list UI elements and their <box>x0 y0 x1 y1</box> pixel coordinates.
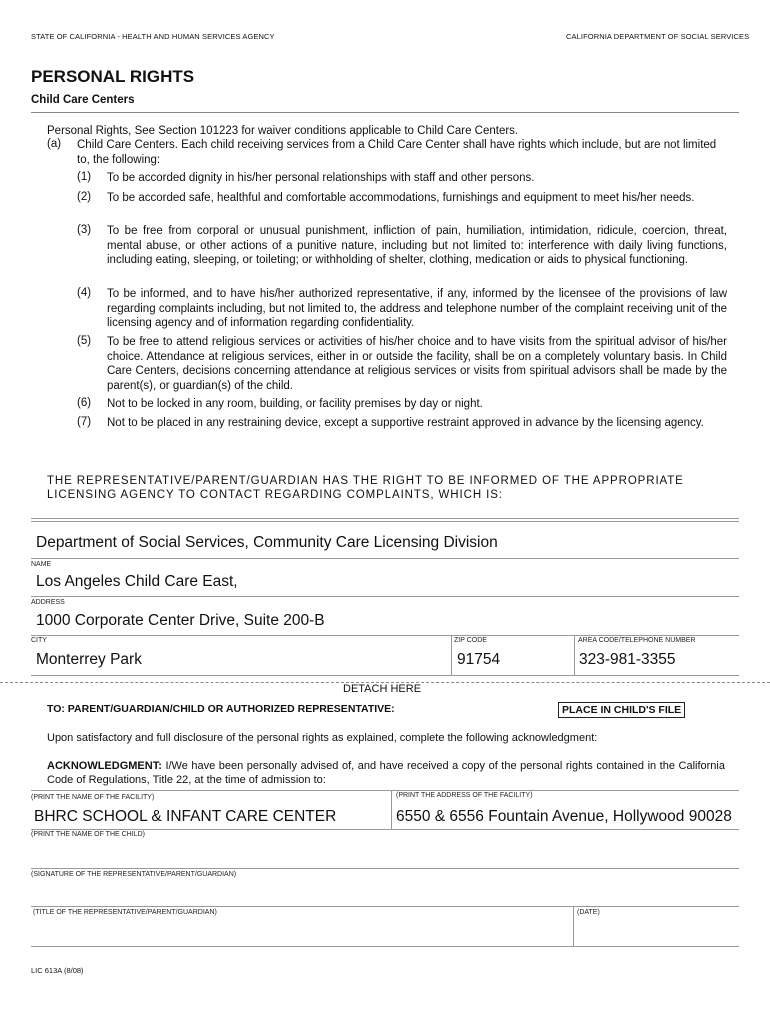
zip-phone-divider <box>574 635 575 675</box>
agency-name-value[interactable]: Los Angeles Child Care East, <box>36 573 238 590</box>
agency-header-left: STATE OF CALIFORNIA - HEALTH AND HUMAN SERVICES AGENCY <box>31 32 275 41</box>
right-1-num: (1) <box>77 171 92 183</box>
facility-name-label: (PRINT THE NAME OF THE FACILITY) <box>31 794 155 801</box>
address-label: ADDRESS <box>31 599 65 606</box>
right-7-text: Not to be placed in any restraining device, except a supportive restraint approved in advance by the licensing agency. <box>107 417 704 429</box>
place-in-file-box: PLACE IN CHILD'S FILE <box>558 702 685 718</box>
date-field[interactable] <box>576 918 738 945</box>
title-date-divider <box>573 906 574 946</box>
right-7-num: (7) <box>77 416 92 428</box>
child-name-label: (PRINT THE NAME OF THE CHILD) <box>31 831 145 838</box>
city-zip-divider <box>451 635 452 675</box>
signature-field[interactable] <box>31 880 739 906</box>
section-a-text: Child Care Centers. Each child receiving services from a Child Care Center shall have rights which include, but are not limited to, the following: <box>77 139 717 166</box>
zip-value[interactable]: 91754 <box>457 651 501 668</box>
signature-line <box>31 906 739 907</box>
name-line <box>31 596 739 597</box>
title-divider <box>31 112 739 113</box>
right-2-text: To be accorded safe, healthful and comfortable accommodations, furnishings and equipment to meet his/her needs. <box>107 192 695 204</box>
intro-text: Personal Rights, See Section 101223 for waiver conditions applicable to Child Care Centers. <box>47 125 519 137</box>
detach-label: DETACH HERE <box>343 683 422 695</box>
notice-divider-b <box>31 521 739 522</box>
right-2-num: (2) <box>77 191 92 203</box>
form-number: LIC 613A (8/08) <box>31 966 84 975</box>
to-line: TO: PARENT/GUARDIAN/CHILD OR AUTHORIZED REPRESENTATIVE: <box>47 703 395 715</box>
right-5-text: To be free to attend religious services or activities of his/her choice and to have visits from the spiritual advisor of his/her choice. Attendance at religious services, either in or outside the facility, shall be on a completely voluntary basis. In Child Care Centers, decisions concerning attendance at religious services or visits from spiritual advisors shall be made by the parent(s), or guardian(s) of the child. <box>107 336 727 392</box>
facility-bottom-line <box>31 829 739 830</box>
right-4-text: To be informed, and to have his/her authorized representative, if any, informed by the licensee of the provisions of law regarding complaints including, but not limited to, the address and telephone number of the complaint receiving unit of the licensing agency and of information regarding confidentiality. <box>107 288 727 329</box>
section-a-label: (a) <box>47 138 62 150</box>
complaint-notice: THE REPRESENTATIVE/PARENT/GUARDIAN HAS THE RIGHT TO BE INFORMED OF THE APPROPRIATE LICENSING AGENCY TO CONTACT REGARDING COMPLAINTS, WHICH IS: <box>47 475 684 501</box>
right-3-num: (3) <box>77 224 92 236</box>
agency-address-value[interactable]: 1000 Corporate Center Drive, Suite 200-B <box>36 612 325 629</box>
page-title: PERSONAL RIGHTS <box>31 67 195 86</box>
title-date-line <box>31 946 739 947</box>
agency-header-right: CALIFORNIA DEPARTMENT OF SOCIAL SERVICES <box>566 32 750 41</box>
zip-label: ZIP CODE <box>454 637 487 644</box>
title-field[interactable] <box>31 918 571 945</box>
agency-block-bottom <box>31 675 739 676</box>
phone-label: AREA CODE/TELEPHONE NUMBER <box>578 637 696 644</box>
ack-label: ACKNOWLEDGMENT: <box>47 760 162 772</box>
right-3-text: To be free from corporal or unusual punishment, infliction of pain, humiliation, intimidation, ridicule, coercion, threat, mental abuse, or other actions of a punitive nature, including but not limited to: interference with daily living functions, including eating, sleeping, or toileting; or withholding of shelter, clothing, medication or aids to physical functioning. <box>107 225 727 266</box>
child-name-field[interactable] <box>31 840 739 868</box>
name-label: NAME <box>31 561 52 568</box>
facility-top-line <box>31 790 739 791</box>
city-value[interactable]: Monterrey Park <box>36 651 142 668</box>
title-label: (TITLE OF THE REPRESENTATIVE/PARENT/GUARDIAN) <box>33 909 217 916</box>
child-name-line <box>31 868 739 869</box>
facility-name-value[interactable]: BHRC SCHOOL & INFANT CARE CENTER <box>34 808 337 825</box>
signature-label: (SIGNATURE OF THE REPRESENTATIVE/PARENT/GUARDIAN) <box>31 871 237 878</box>
facility-address-value[interactable]: 6550 & 6556 Fountain Avenue, Hollywood 90028 <box>396 808 732 825</box>
right-6-num: (6) <box>77 397 92 409</box>
city-label: CITY <box>31 637 47 644</box>
department-value[interactable]: Department of Social Services, Community Care Licensing Division <box>36 534 498 551</box>
right-5-num: (5) <box>77 335 92 347</box>
disclosure-text: Upon satisfactory and full disclosure of the personal rights as explained, complete the following acknowledgment: <box>47 732 598 744</box>
facility-divider <box>391 790 392 830</box>
phone-value[interactable]: 323-981-3355 <box>579 651 676 668</box>
department-line <box>31 558 739 559</box>
page-subtitle: Child Care Centers <box>31 94 135 106</box>
right-6-text: Not to be locked in any room, building, or facility premises by day or night. <box>107 398 483 410</box>
facility-address-label: (PRINT THE ADDRESS OF THE FACILITY) <box>396 792 533 799</box>
notice-divider-a <box>31 518 739 519</box>
right-1-text: To be accorded dignity in his/her personal relationships with staff and other persons. <box>107 172 535 184</box>
right-4-num: (4) <box>77 287 92 299</box>
ack-text: I/We have been personally advised of, and have received a copy of the personal rights contained in the California Code of Regulations, Title 22, at the time of admission to: <box>47 760 725 786</box>
address-line <box>31 635 739 636</box>
acknowledgment-paragraph <box>47 759 725 787</box>
date-label: (DATE) <box>577 909 600 916</box>
